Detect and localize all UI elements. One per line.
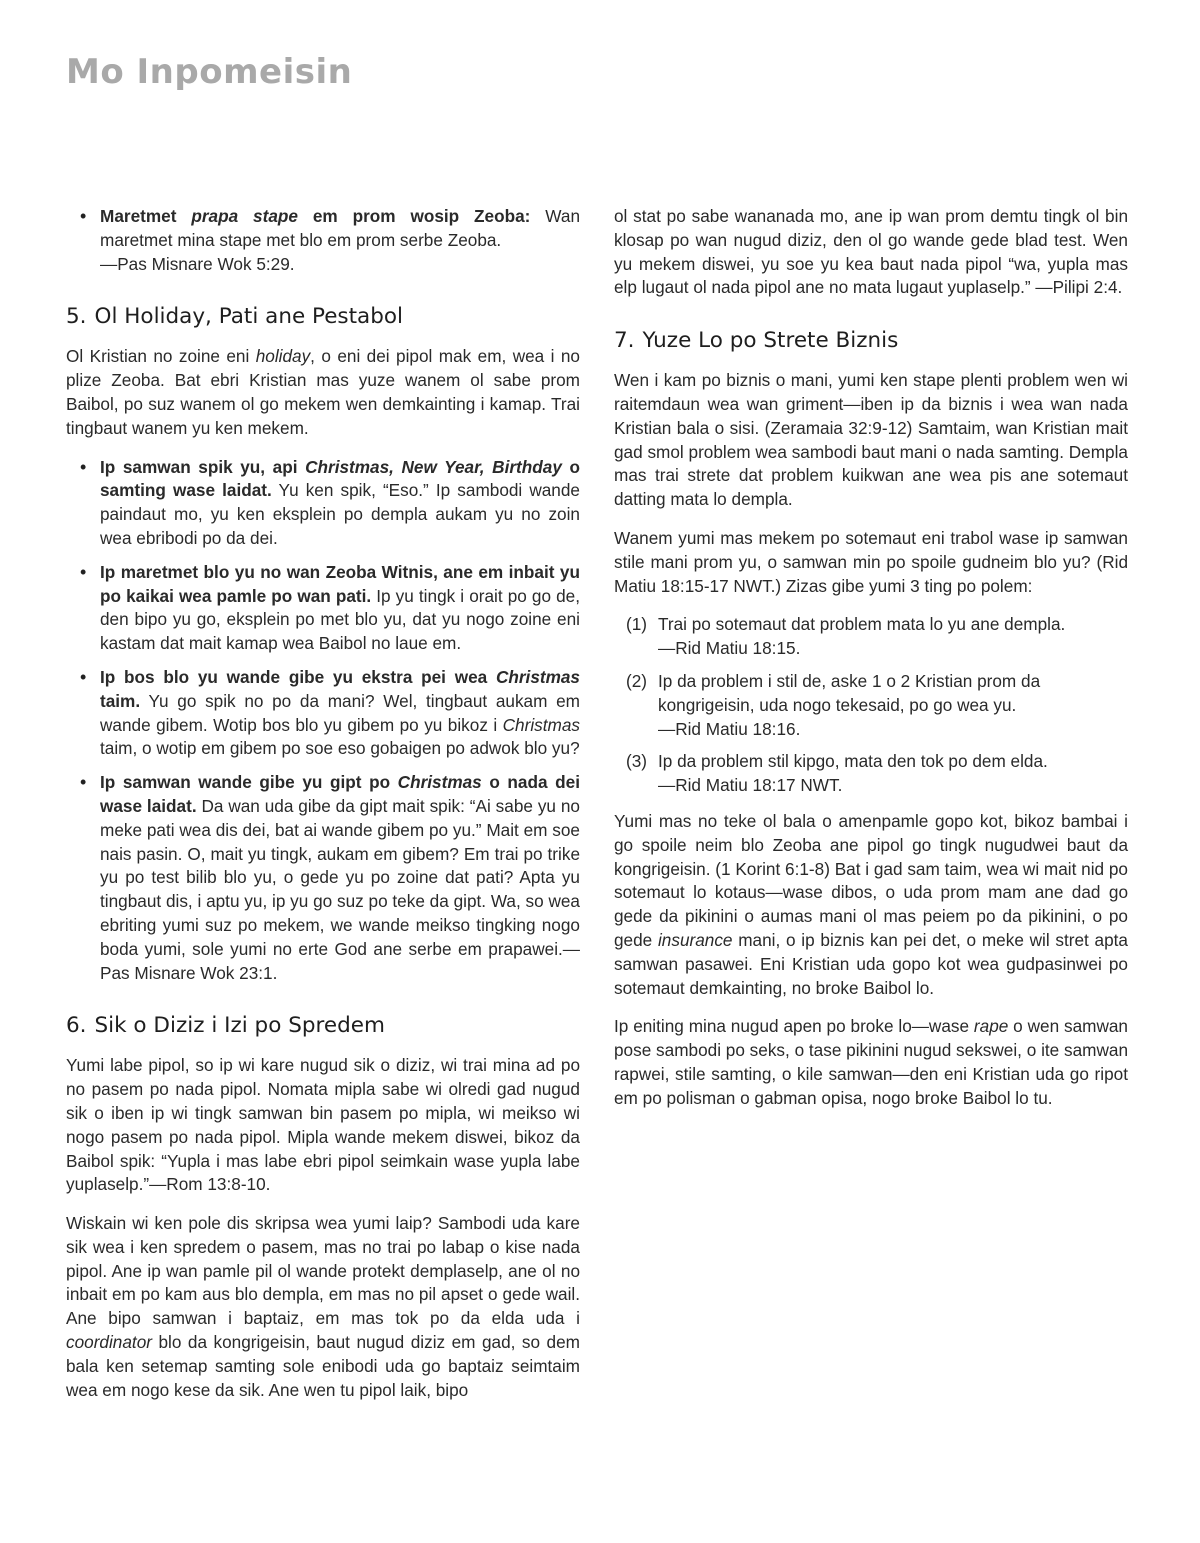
paragraph: Yumi mas no teke ol bala o amenpamle gopo kot, bikoz bambai i go spoile neim blo Zeoba ane pipol go tingk nugudwei baut da kongrigeisin. (1 Korint 6:1-8) Bat i gad sam taim, wea wi mait nid po sotemaut lo kotaus—wase dibos, o uda prom mam ane dad go gede da pikinini o aumas mani ol mas peiem po da pikinini, o po gede insurance mani, o ip biznis kan pei det, o meke wil stret apta samwan pasawei. Eni Kristian uda gopo kot wea gudpasinwei po sotemaut demkainting, no broke Baibol lo. — [614, 810, 1128, 998]
intro-list — [66, 205, 580, 276]
left-column — [66, 205, 580, 1417]
section-heading-5: 5. Ol Holiday, Pati ane Pestabol — [66, 304, 404, 330]
paragraph: ol stat po sabe wananada mo, ane ip wan prom demtu tingk ol bin klosap po wan nugud diziz, den ol go wande gede blad test. Wen yu mekem diswei, yu soe yu kea baut nada pipol “wa, yupla mas elp lugaut ol nada pipol ane no mata lugaut yuplaselp.” —Pilipi 2:4. — [614, 206, 1128, 298]
page-title: Mo Inpomeisin — [66, 52, 353, 92]
paragraph: Wen i kam po biznis o mani, yumi ken stape plenti problem wen wi raitemdaun wea wan griment—iben ip da biznis i wea wan nada Kristian bala o sisi. (Zeramaia 32:9-12) Samtaim, wan Kristian mait gad smol problem wea sambodi baut mani o nada samting. Dempla mas trai strete dat problem kuikwan ane wea pis ane sotemaut datting mata lo dempla. — [614, 370, 1128, 510]
paragraph: Yumi labe pipol, so ip wi kare nugud sik o diziz, wi trai mina ad po no pasem po nada pipol. Nomata mipla sabe wi olredi gad nugud sik o iben ip wi tingk samwan bin pasem po mipla, wi meikso wi nogo pasem po nada pipol. Mipla wande mekem diswei, bikoz da Baibol spik: “Yupla i mas labe ebri pipol seimkain wase yupla labe yuplaselp.”—Rom 13:8-10. — [66, 1055, 580, 1195]
section-heading-7: 7. Yuze Lo po Strete Biznis — [614, 328, 899, 354]
bullet-list — [66, 456, 580, 986]
paragraph: Wanem yumi mas mekem po sotemaut eni trabol wase ip samwan stile mani prom yu, o samwan min po spoile gudneim blo yu? (Rid Matiu 18:15-17 NWT.) Zizas gibe yumi 3 ting po polem: — [614, 527, 1128, 596]
scripture-ref: —Pas Misnare Wok 5:29. — [100, 253, 295, 274]
list-item: • Maretmet prapa stape em prom wosip Zeoba: Wan maretmet mina stape met blo em prom serbe Zeoba. —Pas Misnare Wok 5:29. — [80, 205, 580, 276]
paragraph: Wiskain wi ken pole dis skripsa wea yumi laip? Sambodi uda kare sik wea i ken spredem o pasem, mas no trai po labap o kise nada pipol. Ane ip wan pamle pil ol wande protekt demplaselp, ane ol no inbait em po kam aus blo dempla, em mas no pil apset o gede wail. Ane bipo samwan i baptaiz, em mas tok po da elda uda i coordinator blo da kongrigeisin, baut nugud diziz em gad, so dem bala ken setemap samting sole enibodi uda go baptaiz seimtaim wea em nogo kese da sik. Ane wen tu pipol laik, bipo — [66, 1213, 580, 1400]
list-item: • Ip samwan wande gibe yu gipt po Christmas o nada dei wase laidat. Da wan uda gibe da gipt mait spik: “Ai sabe yu no meke pati wea dis dei, bat ai wande gibem po yu.” Mait em soe nais pasin. O, mait yu tingk, aukam em gibem? Em trai po trike yu po test bilib blo yu, o gede yu po zoine dat pati? Apta yu tingbaut dis, i aptu yu, ip yu go suz po teke da gipt. Wa, so wea ebriting yumi suz po mekem, we wande meikso tingking nogo boda yumi, sole yumi no erte God ane serbe em prapawei.—Pas Misnare Wok 23:1. — [80, 771, 580, 985]
list-item: • Ip bos blo yu wande gibe yu ekstra pei wea Christmas taim. Yu go spik no po da mani? Wel, tingbaut aukam em wande gibem. Wotip bos blo yu gibem po yu bikoz i Christmas taim, o wotip em gibem po soe eso gobaigen po adwok blo yu? — [80, 666, 580, 761]
list-item: (2) Ip da problem i stil de, aske 1 o 2 Kristian prom da kongrigeisin, uda nogo tekesaid, po go wea yu. —Rid Matiu 18:16. — [626, 670, 1041, 739]
list-item: • Ip samwan spik yu, api Christmas, New Year, Birthday o samting wase laidat. Yu ken spik, “Eso.” Ip sambodi wande paindaut mo, yu ken eksplein po dempla aukam yu no zoin wea ebribodi po da dei. — [80, 456, 580, 551]
list-item: (3) Ip da problem stil kipgo, mata den tok po dem elda. —Rid Matiu 18:17 NWT. — [626, 751, 1048, 796]
steps-list — [614, 613, 1128, 798]
paragraph: Ol Kristian no zoine eni holiday, o eni dei pipol mak em, wea i no plize Zeoba. Bat ebri Kristian mas yuze wanem ol sabe prom Baibol, po suz wanem ol go mekem wen demkainting i kamap. Trai tingbaut wanem yu ken mekem. — [66, 346, 580, 438]
right-column — [614, 205, 1128, 1126]
list-item: (1) Trai po sotemaut dat problem mata lo yu ane dempla. —Rid Matiu 18:15. — [626, 614, 1066, 659]
paragraph: Ip eniting mina nugud apen po broke lo—wase rape o wen samwan pose sambodi po seks, o tase pikinini nugud sekswei, o ite samwan rapwei, stile samting, o kile samwan—den eni Kristian uda go ripot em po polisman o gabman opisa, nogo broke Baibol lo tu. — [614, 1016, 1128, 1108]
section-heading-6: 6. Sik o Diziz i Izi po Spredem — [66, 1013, 385, 1039]
list-item: • Ip maretmet blo yu no wan Zeoba Witnis, ane em inbait yu po kaikai wea pamle po wan pati. Ip yu tingk i orait po go de, den bipo yu go, eksplein po met blo yu, dat yu nogo zoine eni kastam dat mait kamap wea Baibol no laue em. — [80, 561, 580, 656]
